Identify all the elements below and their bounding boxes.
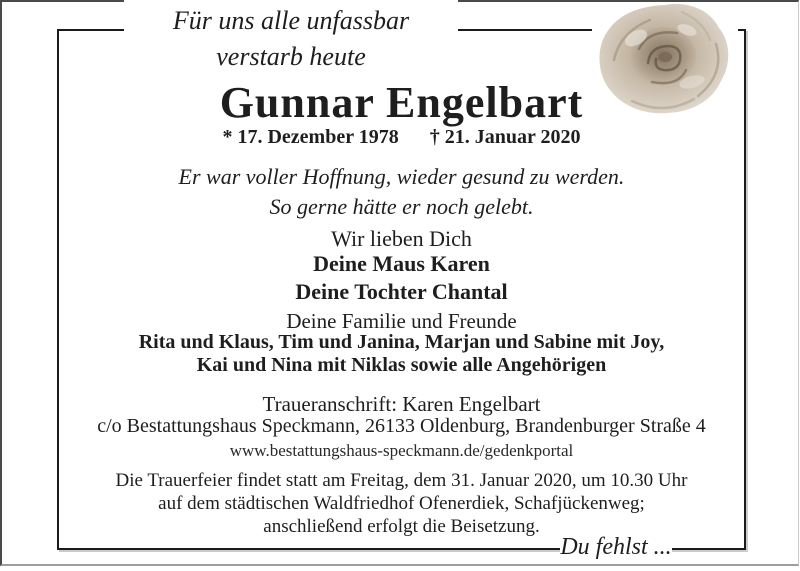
intro-text xyxy=(124,0,458,75)
epitaph-line-2: So gerne hätte er noch gelebt. xyxy=(269,194,534,219)
mourning-address-label: Traueranschrift: Karen Engelbart xyxy=(262,392,541,416)
intro-line-2: verstarb heute xyxy=(216,42,366,71)
deceased-name: Gunnar Engelbart xyxy=(219,78,584,127)
family-names-line-2: Kai und Nina mit Niklas sowie alle Angehörigen xyxy=(196,354,607,376)
mourning-address: c/o Bestattungshaus Speckmann, 26133 Oldenburg, Brandenburger Straße 4 xyxy=(97,415,706,437)
family-intro: Deine Familie und Freunde xyxy=(286,309,517,333)
service-info-line-1: Die Trauerfeier findet statt am Freitag, dem 31. Januar 2020, um 10.30 Uhr xyxy=(115,470,688,491)
closing-phrase: Du fehlst ... xyxy=(560,534,672,560)
tribute-line: Wir lieben Dich xyxy=(331,226,472,251)
life-dates xyxy=(57,126,746,149)
epitaph-line-1: Er war voller Hoffnung, wieder gesund zu werden. xyxy=(178,164,625,189)
rose-photo-container xyxy=(592,2,738,116)
service-info-line-3: anschließend erfolgt die Beisetzung. xyxy=(263,516,540,537)
memorial-website-url: www.bestattungshaus-speckmann.de/gedenkportal xyxy=(229,441,574,460)
mourner-wife: Deine Maus Karen xyxy=(313,251,490,276)
mourner-daughter: Deine Tochter Chantal xyxy=(295,279,508,304)
birth-date: * 17. Dezember 1978 xyxy=(222,126,399,148)
service-info-line-2: auf dem städtischen Waldfriedhof Ofenerdiek, Schafjückenweg; xyxy=(158,493,645,514)
family-names-line-1: Rita und Klaus, Tim und Janina, Marjan und Sabine mit Joy, xyxy=(138,331,665,353)
rose-icon xyxy=(592,2,738,116)
intro-line-1: Für uns alle unfassbar xyxy=(172,6,410,35)
death-date: † 21. Januar 2020 xyxy=(429,126,581,148)
